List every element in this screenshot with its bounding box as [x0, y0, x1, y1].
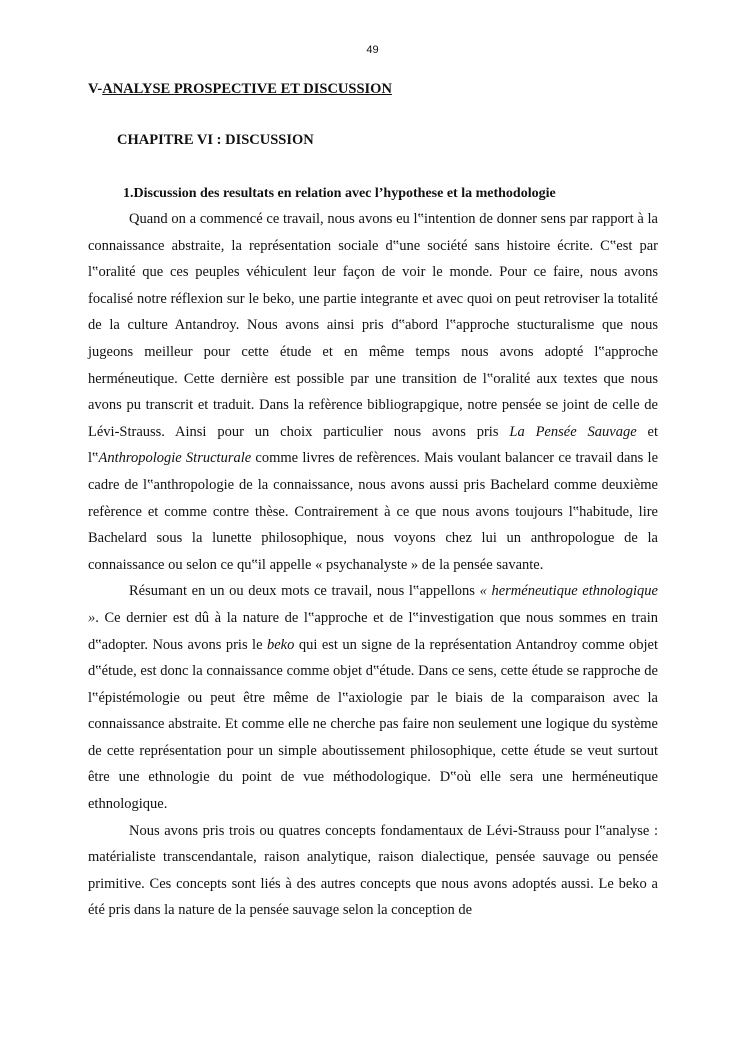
body-text: [88, 206, 658, 924]
paragraph-2-text-e: qui est un signe de la représentation Antandroy comme objet d‟étude, est donc la connaissance comme objet d‟étude. Dans ce sens, cette étude se rapproche de l‟épistémologie ou peut être même de l‟axiologie par le biais de la comparaison avec la connaissance abstraite. Et comme elle ne cherche pas faire non seulement une logique du système de cette représentation pour un simple aboutissement philosophique, cette étude se veut surtout être une ethnologie du point de vue méthodologique. D‟où elle sera une herméneutique ethnologique.: [88, 636, 658, 813]
paragraph-3: [88, 818, 658, 924]
paragraph-2-text-a: Résumant en un ou deux mots ce travail, nous l‟appellons: [129, 583, 480, 600]
book-title-anthropologie-structurale: Anthropologie Structurale: [98, 450, 252, 467]
paragraph-2-text-c: . Ce dernier est dû à la nature de l‟approche et de l‟investigation que nous sommes en train d‟adopter. Nous avons pris le: [88, 609, 658, 653]
subsection-heading: 1.Discussion des resultats en relation avec l’hypothese et la methodologie: [123, 186, 556, 201]
book-title-pensee-sauvage: La Pensée Sauvage: [509, 423, 637, 440]
paragraph-2: [88, 578, 658, 817]
chapter-heading: CHAPITRE VI : DISCUSSION: [117, 132, 314, 148]
paragraph-1-text-c: et l‟: [88, 423, 659, 467]
paragraph-1: [88, 206, 658, 578]
term-beko: beko: [267, 636, 295, 653]
paragraph-1-text-e: comme livres de refèrences. Mais voulant balancer ce travail dans le cadre de l‟anthropologie de la connaissance, nous avons aussi pris Bachelard comme deuxième refèrence et comme contre thèse. Contrairement à ce que nous avons toujours l‟habitude, lire Bachelard sous la lunette philosophique, nous voyons chez lui un anthropologue de la connaissance ou selon ce qu‟il appelle « psychanalyste » de la pensée savante.: [88, 450, 658, 573]
term-hermeneutique-ethnologique: « herméneutique ethnologique »: [88, 583, 658, 626]
page-number: 49: [366, 44, 379, 56]
section-prefix: V-: [88, 81, 103, 97]
paragraph-1-text-a: Quand on a commencé ce travail, nous avons eu l‟intention de donner sens par rapport à la connaissance abstraite, la représentation sociale d‟une société sans histoire écrite. C‟est par l‟oralité que ces peuples véhiculent leur façon de voir le monde. Pour ce faire, nous avons focalisé notre réflexion sur le beko, une partie integrante et avec quoi on peut retroviser la totalité de la culture Antandroy. Nous avons ainsi pris d‟abord l‟approche stucturalisme que nous jugeons meilleur pour cette étude et en même temps nous avons adopté l‟approche herméneutique. Cette dernière est possible par une transition de l‟oralité aux textes que nous avons pu transcrit et traduit. Dans la refèrence bibliograpgique, notre pensée se joint de celle de Lévi-Strauss. Ainsi pour un choix particulier nous avons pris: [88, 211, 658, 440]
section-title: ANALYSE PROSPECTIVE ET DISCUSSION: [102, 81, 392, 97]
section-heading: [88, 81, 392, 98]
paragraph-3-text-a: Nous avons pris trois ou quatres concepts fondamentaux de Lévi-Strauss pour l‟analyse : matérialiste transcendantale, raison analytique, raison dialectique, pensée sauvage ou pensée primitive. Ces concepts sont liés à des autres concepts que nous avons adoptés aussi. Le beko a été pris dans la nature de la pensée sauvage selon la conception de: [88, 822, 658, 919]
